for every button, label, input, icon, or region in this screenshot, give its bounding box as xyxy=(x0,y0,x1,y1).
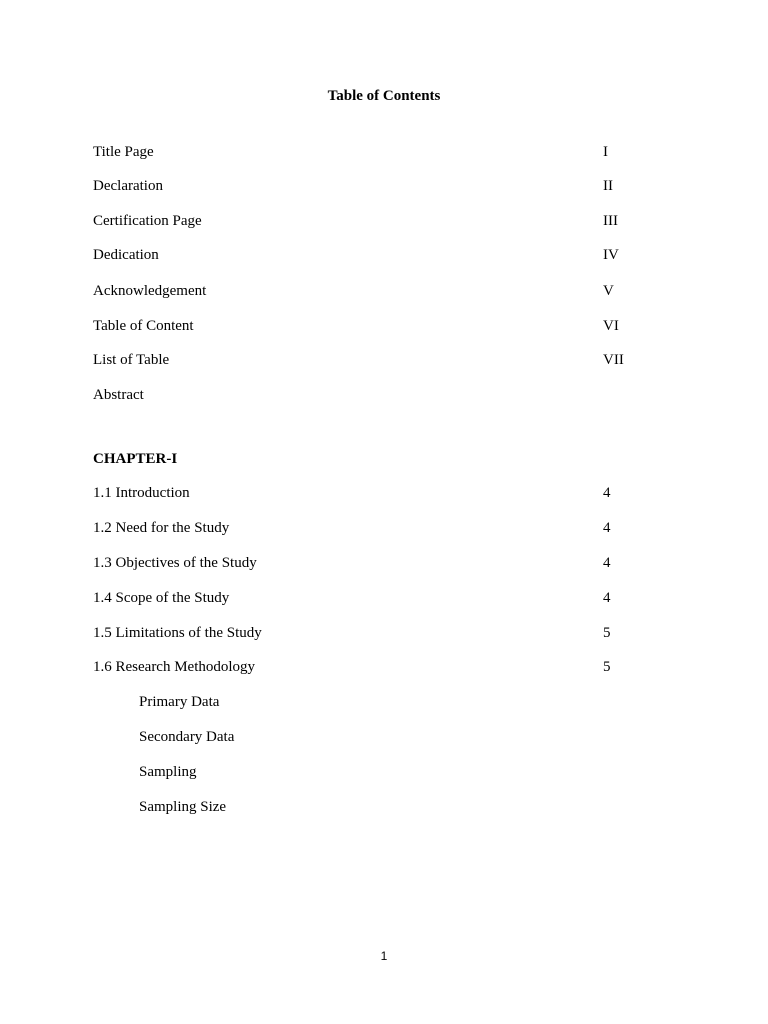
toc-entry-label: Declaration xyxy=(93,178,163,194)
toc-entry xyxy=(93,316,653,336)
toc-entry-label: Title Page xyxy=(93,144,154,160)
toc-entry xyxy=(93,281,653,301)
toc-subentry xyxy=(93,692,653,712)
toc-entry xyxy=(93,142,653,162)
chapter-heading: CHAPTER-I xyxy=(93,451,178,467)
toc-entry-page: V xyxy=(603,283,614,299)
toc-subentry-label: Sampling xyxy=(139,764,197,780)
toc-entry-label: 1.2 Need for the Study xyxy=(93,520,230,536)
toc-subentry xyxy=(93,797,653,817)
toc-entry xyxy=(93,623,653,643)
toc-entry xyxy=(93,588,653,608)
toc-entry-label: List of Table xyxy=(93,352,170,368)
toc-entry-page: II xyxy=(603,178,613,194)
toc-entry-label: Abstract xyxy=(93,387,144,403)
toc-entry xyxy=(93,211,653,231)
toc-entry-label: 1.4 Scope of the Study xyxy=(93,590,230,606)
page-number: 1 xyxy=(380,949,388,963)
toc-entry-page: I xyxy=(603,144,608,160)
toc-entry xyxy=(93,483,653,503)
toc-entry-page: IV xyxy=(603,247,619,263)
toc-entry-label: Table of Content xyxy=(93,318,194,334)
toc-entry-label: 1.3 Objectives of the Study xyxy=(93,555,257,571)
toc-subentry-label: Primary Data xyxy=(139,694,220,710)
page-title: Table of Contents xyxy=(327,88,441,104)
toc-entry xyxy=(93,657,653,677)
toc-subentry-label: Sampling Size xyxy=(139,799,227,815)
toc-entry xyxy=(93,176,653,196)
toc-entry-page: 5 xyxy=(603,625,611,641)
toc-entry-page: 4 xyxy=(603,485,611,501)
toc-entry xyxy=(93,553,653,573)
toc-subentry xyxy=(93,727,653,747)
toc-entry-label: Certification Page xyxy=(93,213,202,229)
toc-entry xyxy=(93,518,653,538)
toc-entry-label: 1.6 Research Methodology xyxy=(93,659,256,675)
toc-entry-page: VI xyxy=(603,318,619,334)
toc-subentry xyxy=(93,762,653,782)
toc-entry-label: 1.5 Limitations of the Study xyxy=(93,625,262,641)
toc-entry-page: 4 xyxy=(603,520,611,536)
toc-entry-page: 4 xyxy=(603,590,611,606)
toc-entry-label: 1.1 Introduction xyxy=(93,485,190,501)
toc-entry xyxy=(93,385,653,405)
toc-subentry-label: Secondary Data xyxy=(139,729,235,745)
toc-entry-page: 5 xyxy=(603,659,611,675)
toc-entry-page: 4 xyxy=(603,555,611,571)
toc-entry-page: III xyxy=(603,213,618,229)
toc-entry-label: Dedication xyxy=(93,247,159,263)
toc-entry-page: VII xyxy=(603,352,624,368)
toc-entry xyxy=(93,245,653,265)
toc-entry-label: Acknowledgement xyxy=(93,283,207,299)
toc-entry xyxy=(93,350,653,370)
